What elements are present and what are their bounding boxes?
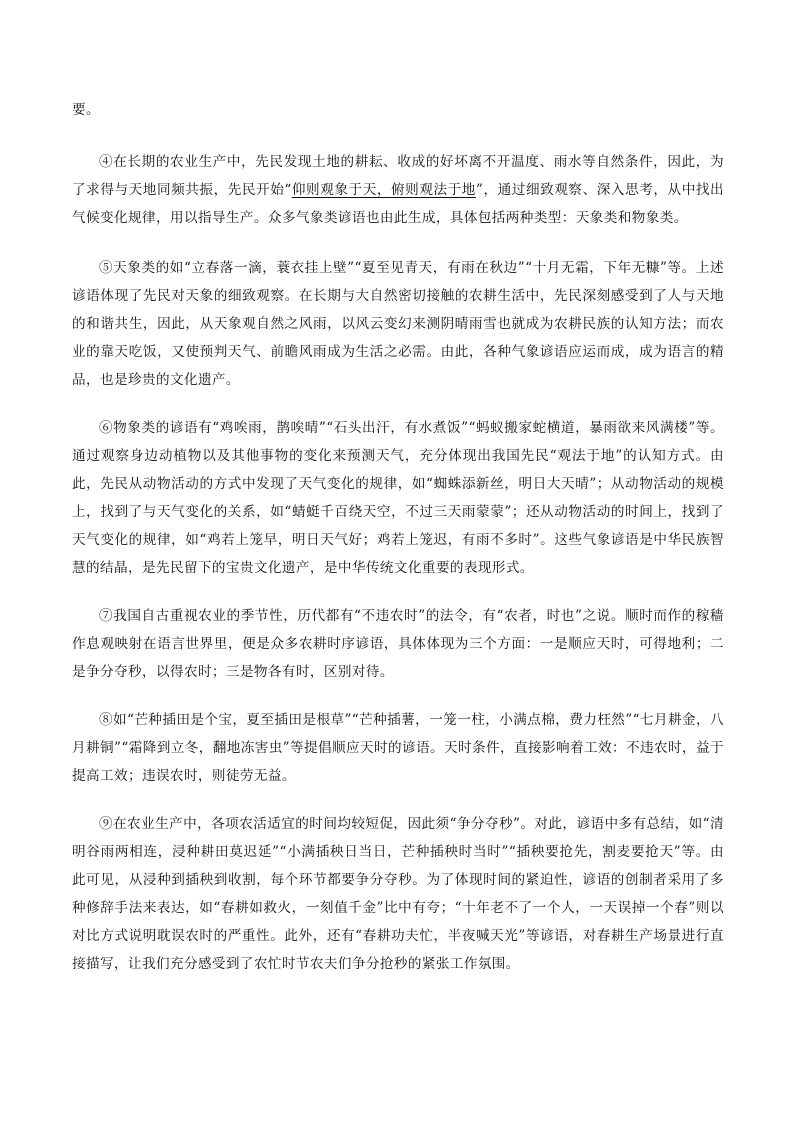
paragraph-text: ⑧如“芒种插田是个宝，夏至插田是根草”“芒种插薯，一笼一柱，小满点棉，费力枉然”“七月耕金，八月耕铜”“霜降到立冬，翻地冻害虫”等提倡顺应天时的谚语。天时条件，直接影响着工效：不违农时，益于提高工效；违误农时，则徒劳无益。 <box>72 712 724 784</box>
paragraph-p7 <box>72 602 724 686</box>
paragraph-text: ④在长期的农业生产中，先民发现土地的耕耘、收成的好坏离不开温度、雨水等自然条件，因此，为了求得与天地同频共振，先民开始“ <box>72 154 724 198</box>
paragraph-text: 要。 <box>72 102 100 118</box>
paragraph-p6 <box>72 414 724 582</box>
paragraph-text: ⑨在农业生产中，各项农活适宜的时间均较短促，因此须“争分夺秒”。对此，谚语中多有总结，如“清明谷雨两相连，浸种耕田莫迟延”“小满插秧日当日，芒种插秧时当时”“插秧要抢先，割麦要抢天”等。由此可见，从浸种到插秧到收割，每个环节都要争分夺秒。为了体现时间的紧迫性，谚语的创制者采用了多种修辞手法来表达，如“春耕如救火，一刻值千金”比中有夸；“十年老不了一个人，一天误掉一个春”则以对比方式说明耽误农时的严重性。此外，还有“春耕功夫忙，半夜喊天光”等谚语，对春耕生产场景进行直接描写，让我们充分感受到了农忙时节农夫们争分抢秒的紧张工作氛围。 <box>72 816 724 972</box>
paragraph-fragment <box>72 96 724 124</box>
paragraph-p8 <box>72 706 724 790</box>
paragraph-p5 <box>72 254 724 394</box>
paragraph-text: ⑤天象类的如“立春落一滴，蓑衣挂上壁”“夏至见青天，有雨在秋边”“十月无霜，下年无糠”等。上述谚语体现了先民对天象的细致观察。在长期与大自然密切接触的农耕生活中，先民深刻感受到了人与天地的和谐共生，因此，从天象观自然之风雨，以风云变幻来测阴晴雨雪也就成为农耕民族的认知方法；而农业的靠天吃饭，又使预判天气、前瞻风雨成为生活之必需。由此，各种气象谚语应运而成，成为语言的精品，也是珍贵的文化遗产。 <box>72 260 724 388</box>
article-body <box>72 96 724 998</box>
paragraph-p4 <box>72 148 724 232</box>
paragraph-text: ⑥物象类的谚语有“鸡唉雨，鹊唉晴”“石头出汗，有水煮饭”“蚂蚁搬家蛇横道，暴雨欲来风满楼”等。通过观察身边动植物以及其他事物的变化来预测天气，充分体现出我国先民“观法于地”的认知方式。由此，先民从动物活动的方式中发现了天气变化的规律，如“蜘蛛添新丝，明日大天晴”；从动物活动的规模上，找到了与天气变化的关系，如“蜻蜓千百绕天空，不过三天雨蒙蒙”；还从动物活动的时间上，找到了天气变化的规律，如“鸡若上笼早，明日天气好；鸡若上笼迟，有雨不多时”。这些气象谚语是中华民族智慧的结晶，是先民留下的宝贵文化遗产，是中华传统文化重要的表现形式。 <box>72 420 724 576</box>
underlined-quote: 仰则观象于天，俯则观法于地 <box>291 182 476 198</box>
paragraph-text: ⑦我国自古重视农业的季节性，历代都有“不违农时”的法令，有“农者，时也”之说。顺时而作的稼穑作息观映射在语言世界里，便是众多农耕时序谚语，具体体现为三个方面：一是顺应天时，可得地利；二是争分夺秒，以得农时；三是物各有时，区别对待。 <box>72 608 724 680</box>
paragraph-text: ”，通过细致观察、深入思考，从中找出气候变化规律，用以指导生产。众多气象类谚语也由此生成，具体包括两种类型：天象类和物象类。 <box>72 182 725 226</box>
paragraph-p9 <box>72 810 724 978</box>
